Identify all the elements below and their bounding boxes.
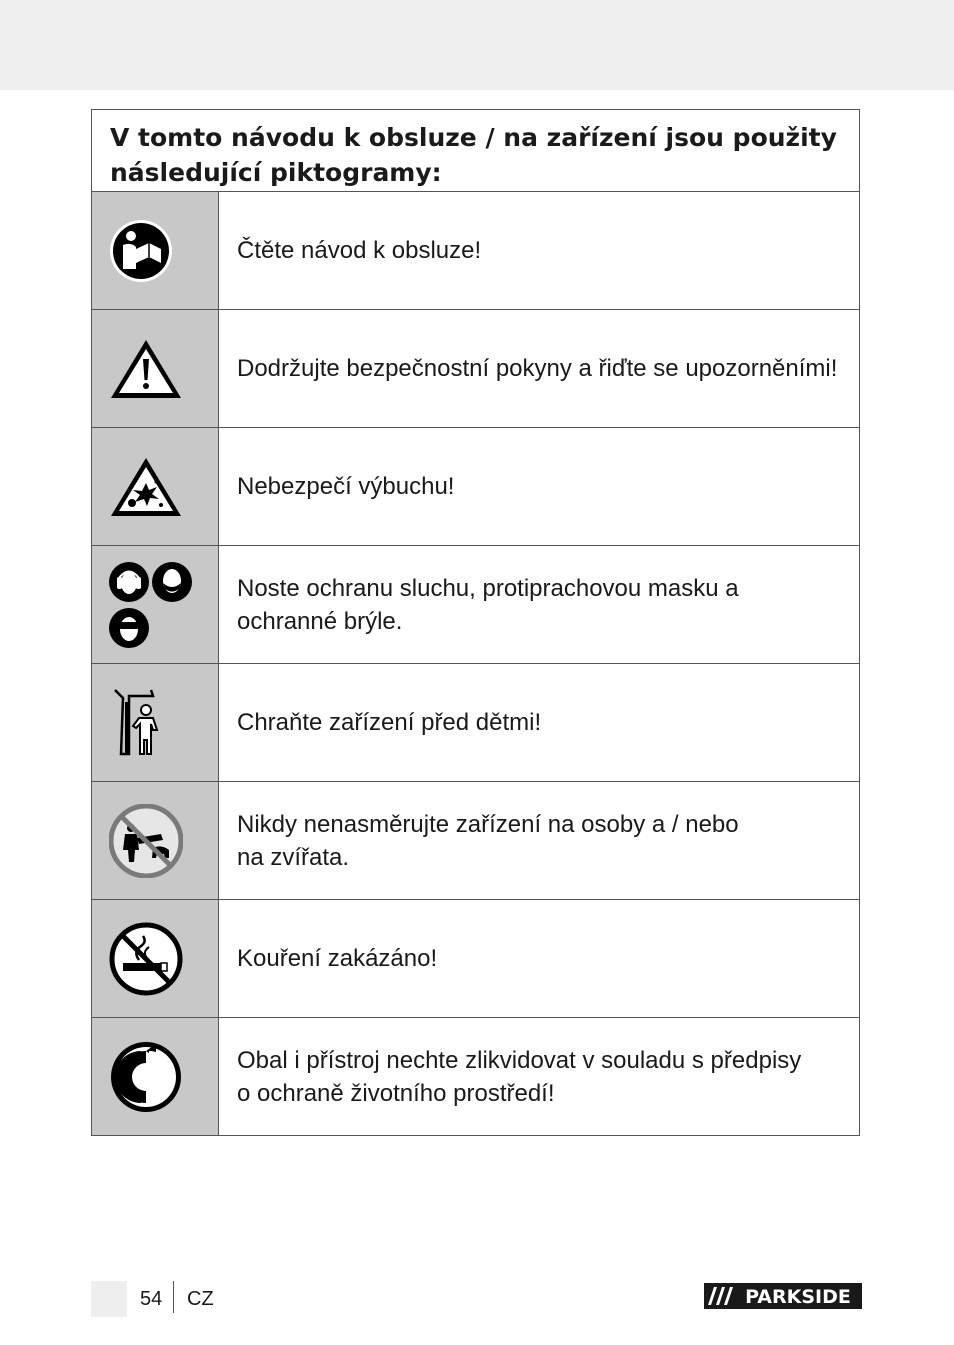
table-row — [92, 428, 859, 546]
table-row — [92, 546, 859, 664]
row-text — [219, 192, 859, 309]
icon-cell — [92, 192, 219, 309]
keep-away-children-icon — [109, 688, 169, 758]
row-text-line: ochranné brýle. — [237, 607, 403, 635]
icon-cell — [92, 546, 219, 663]
header-line-2: následující piktogramy: — [110, 158, 442, 187]
brand-text: PARKSIDE — [745, 1286, 851, 1308]
table-row — [92, 192, 859, 310]
no-aim-people-animals-icon — [109, 804, 183, 878]
no-smoking-icon — [109, 922, 183, 996]
read-manual-icon — [109, 219, 173, 283]
row-text — [219, 664, 859, 781]
table-row — [92, 664, 859, 782]
table-row — [92, 900, 859, 1018]
row-text-line: Kouření zakázáno! — [237, 945, 438, 972]
icon-cell — [92, 1018, 219, 1135]
row-text-line: na zvířata. — [237, 843, 350, 871]
pictogram-table — [91, 109, 860, 1136]
row-text — [219, 310, 859, 427]
row-text-line: Chraňte zařízení před dětmi! — [237, 709, 542, 736]
icon-cell — [92, 782, 219, 899]
row-text — [219, 1018, 859, 1135]
row-text-line: o ochraně životního prostředí! — [237, 1079, 555, 1107]
row-text-line: Noste ochranu sluchu, protiprachovou masku a — [237, 574, 739, 602]
row-text — [219, 900, 859, 1017]
footer-divider — [173, 1281, 174, 1313]
table-row — [92, 310, 859, 428]
icon-cell — [92, 428, 219, 545]
row-text — [219, 782, 859, 899]
table-header — [92, 110, 859, 192]
icon-cell — [92, 900, 219, 1017]
row-text — [219, 428, 859, 545]
icon-cell — [92, 664, 219, 781]
row-text-line: Nebezpečí výbuchu! — [237, 473, 455, 500]
header-line-1: V tomto návodu k obsluze / na zařízení jsou použity — [110, 123, 837, 152]
icon-cell — [92, 310, 219, 427]
footer-marker — [91, 1281, 127, 1317]
table-row — [92, 782, 859, 900]
row-text-line: Dodržujte bezpečnostní pokyny a řiďte se upozorněními! — [237, 355, 838, 382]
language-code: CZ — [187, 1288, 214, 1310]
page-number: 54 — [140, 1288, 163, 1310]
table-row — [92, 1018, 859, 1135]
row-text-line: Čtěte návod k obsluze! — [237, 237, 482, 264]
row-text-line: Nikdy nenasměrujte zařízení na osoby a / nebo — [237, 810, 739, 838]
recycling-icon — [109, 1040, 183, 1114]
top-band — [0, 0, 954, 90]
warning-icon — [109, 337, 183, 401]
explosion-hazard-icon — [109, 455, 183, 519]
parkside-logo — [704, 1283, 862, 1309]
protective-equipment-icon — [109, 561, 195, 651]
row-text — [219, 546, 859, 663]
row-text-line: Obal i přístroj nechte zlikvidovat v souladu s předpisy — [237, 1046, 802, 1074]
